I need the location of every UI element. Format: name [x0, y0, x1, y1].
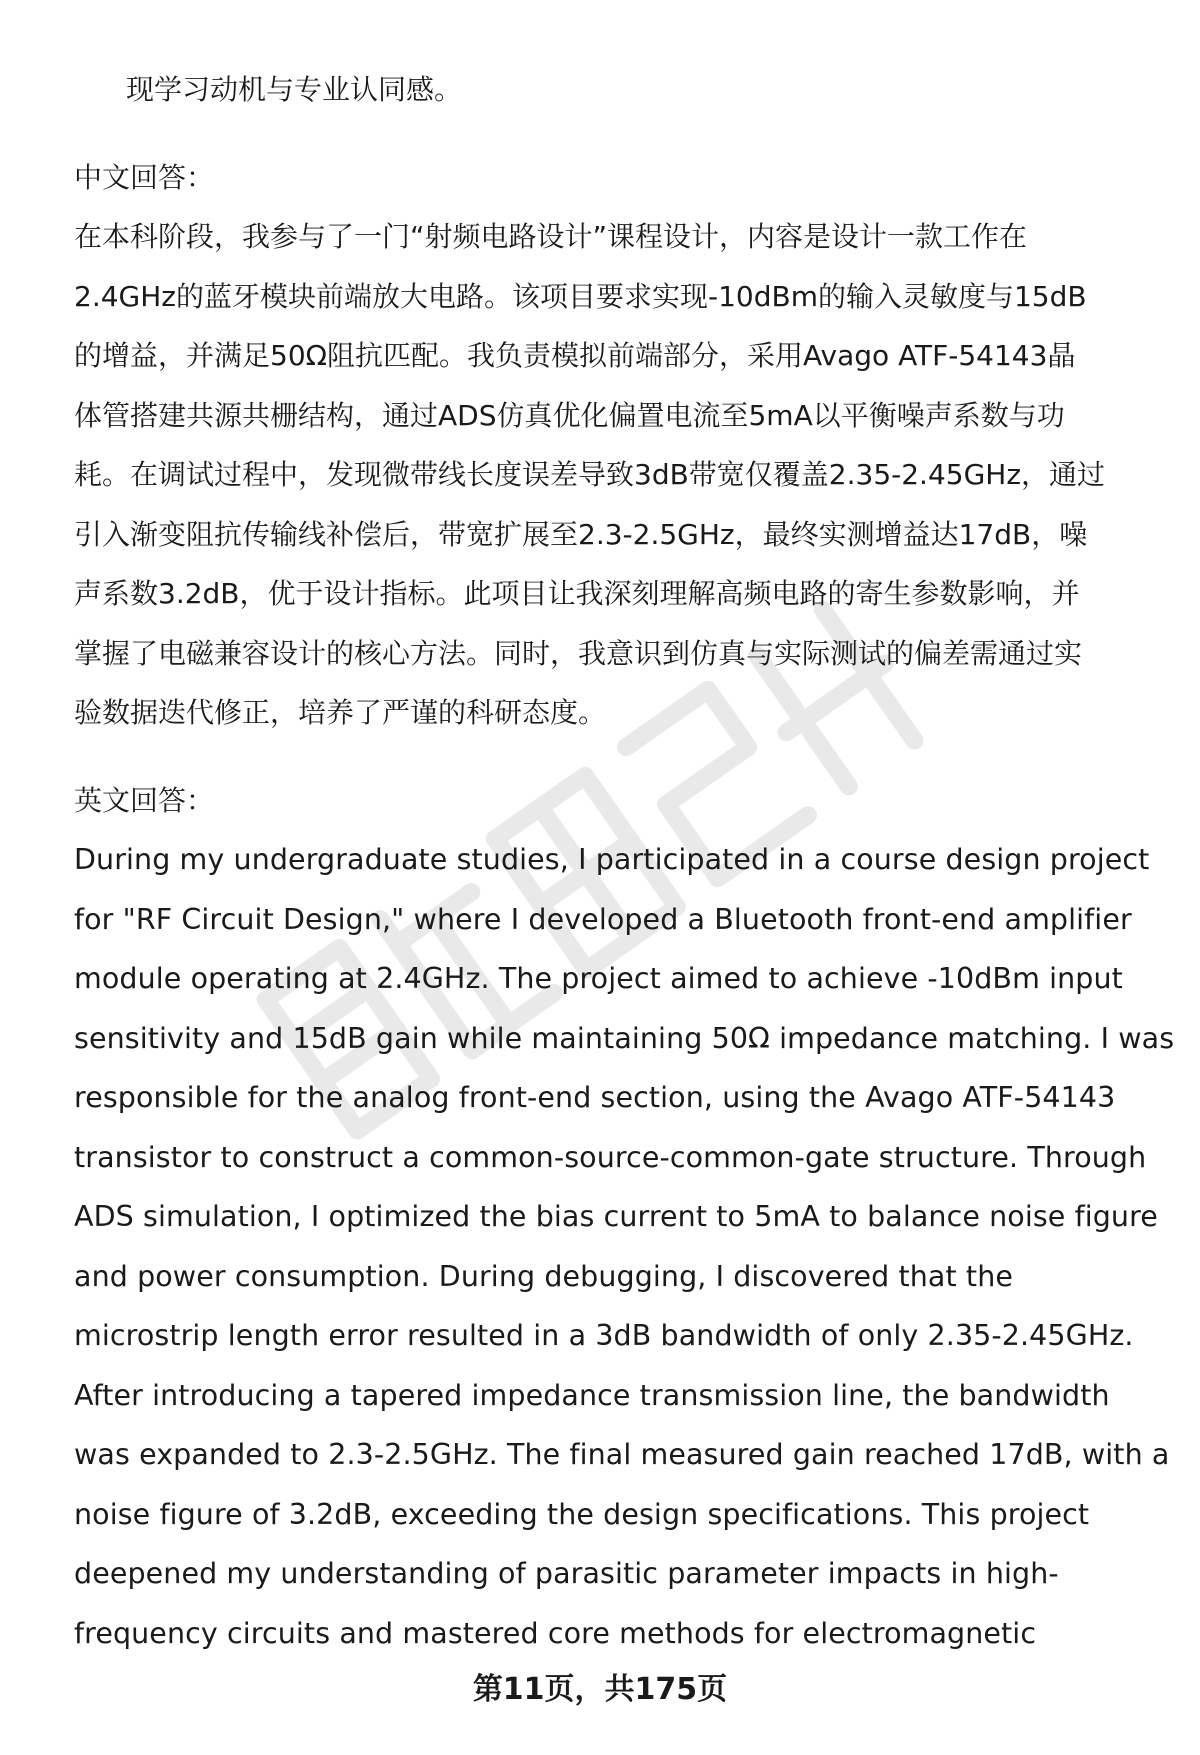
english-answer-line: sensitivity and 15dB gain while maintaining 50Ω impedance matching. I was: [74, 1021, 1175, 1055]
chinese-answer-line: 声系数3.2dB，优于设计指标。此项目让我深刻理解高频电路的寄生参数影响，并: [74, 577, 1080, 610]
english-answer-line: After introducing a tapered impedance transmission line, the bandwidth: [74, 1378, 1110, 1412]
english-answer-line: and power consumption. During debugging, I discovered that the: [74, 1259, 1013, 1293]
chinese-answer-line: 掌握了电磁兼容设计的核心方法。同时，我意识到仿真与实际测试的偏差需通过实: [74, 636, 1083, 670]
chinese-answer-line: 引入渐变阻抗传输线补偿后，带宽扩展至2.3-2.5GHz，最终实测增益达17dB，噪: [74, 517, 1088, 551]
english-answer-line: deepened my understanding of parasitic parameter impacts in high-: [74, 1557, 1059, 1590]
chinese-answer-heading: 中文回答：: [74, 160, 215, 194]
english-answer-line: module operating at 2.4GHz. The project aimed to achieve -10dBm input: [74, 962, 1123, 995]
section-gap: [74, 743, 1154, 771]
intro-line: 现学习动机与专业认同感。: [126, 73, 463, 106]
section-gap: [74, 120, 1154, 148]
chinese-answer-line: 体管搭建共源共栅结构，通过ADS仿真优化偏置电流至5mA以平衡噪声系数与功: [74, 398, 1065, 432]
english-answer-line: ADS simulation, I optimized the bias current to 5mA to balance noise figure: [74, 1200, 1158, 1233]
chinese-answer-line: 在本科阶段，我参与了一门“射频电路设计”课程设计，内容是设计一款工作在: [74, 220, 1028, 253]
chinese-answer-line: 的增益，并满足50Ω阻抗匹配。我负责模拟前端部分，采用Avago ATF-54143晶: [74, 339, 1076, 372]
document-body: [74, 60, 1175, 1663]
english-answer-line: responsible for the analog front-end section, using the Avago ATF-54143: [74, 1081, 1116, 1114]
english-answer-line: was expanded to 2.3-2.5GHz. The final measured gain reached 17dB, with a: [74, 1438, 1170, 1471]
english-answer-line: transistor to construct a common-source-common-gate structure. Through: [74, 1140, 1147, 1174]
english-answer-line: microstrip length error resulted in a 3dB bandwidth of only 2.35-2.45GHz.: [74, 1319, 1134, 1352]
english-answer-line: noise figure of 3.2dB, exceeding the design specifications. This project: [74, 1497, 1090, 1531]
english-answer-heading: 英文回答：: [74, 783, 215, 817]
chinese-answer-line: 验数据迭代修正，培养了严谨的科研态度。: [74, 696, 607, 729]
chinese-answer-line: 2.4GHz的蓝牙模块前端放大电路。该项目要求实现-10dBm的输入灵敏度与15dB: [74, 279, 1087, 313]
english-answer-line: During my undergraduate studies, I participated in a course design project: [74, 843, 1150, 876]
page-number-footer: 第11页，共175页: [472, 1672, 728, 1707]
chinese-answer-line: 耗。在调试过程中，发现微带线长度误差导致3dB带宽仅覆盖2.35-2.45GHz，通过: [74, 458, 1106, 491]
english-answer-line: for "RF Circuit Design," where I developed a Bluetooth front-end amplifier: [74, 902, 1132, 936]
english-answer-line: frequency circuits and mastered core methods for electromagnetic: [74, 1616, 1037, 1650]
